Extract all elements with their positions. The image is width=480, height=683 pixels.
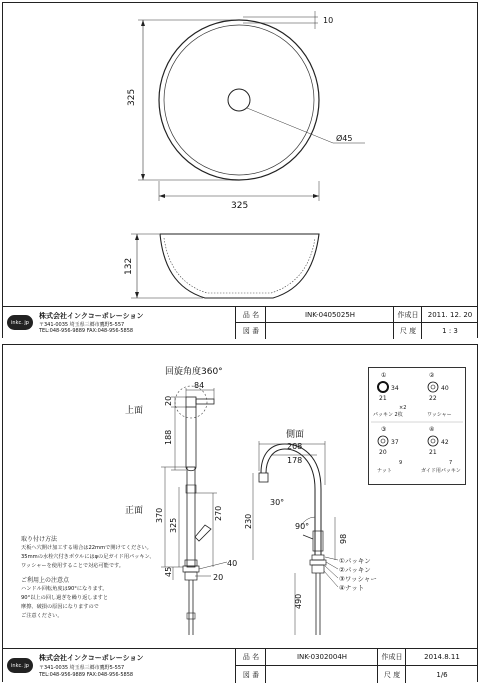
callout-nut: ④ナット (339, 584, 365, 592)
install-line-2: 35mmの水栓穴付きボウルにはφの足ガイド用パッキン、 (21, 554, 155, 560)
bowl-side-profile (160, 234, 319, 298)
dim-hole: Ø45 (336, 134, 353, 143)
scale-label: 尺 度 (377, 665, 406, 683)
product-name-value: INK-0405025H (265, 307, 394, 322)
dim-490: 490 (294, 593, 303, 609)
part-1-icon (378, 382, 388, 392)
part-4-dim-a: 42 (441, 439, 449, 446)
company-tel: TEL:048-956-9889 FAX:048-956-5858 (39, 328, 134, 334)
install-line-1: 天板へ穴開け加工する場合は22mmで開けてください。 (21, 545, 152, 551)
caution-line-2: 90°以上の回し過ぎを繰り返しますと (21, 595, 109, 601)
dim-270: 270 (214, 505, 223, 521)
part-2-dim-a: 40 (441, 385, 449, 392)
date-value: 2014.8.11 (405, 649, 478, 665)
drawing-no-label: 図 番 (235, 322, 266, 339)
dim-20-front: 20 (213, 573, 224, 582)
callout-washer: ③ワッシャー (339, 575, 377, 583)
dim-90-deg: 90° (295, 522, 310, 531)
bowl-inner-profile (164, 238, 315, 293)
part-1-qty: ×2 (399, 405, 407, 411)
dim-height-325: 325 (127, 88, 137, 106)
scale-value: 1 : 3 (421, 322, 478, 339)
product-name-label: 品 名 (235, 649, 266, 665)
company-logo: inkc. jp (7, 658, 33, 673)
caution-title: ご利用上の注意点 (21, 577, 70, 584)
part-4-icon (428, 436, 438, 446)
company-name: 株式会社インクコーポレーション (39, 654, 144, 662)
dim-188: 188 (164, 429, 173, 445)
part-2-dim-b: 22 (429, 395, 437, 402)
part-3-name: ナット (377, 468, 392, 474)
handle-lever (195, 525, 211, 541)
spout-top-view (186, 407, 196, 471)
company-logo: inkc. jp (7, 315, 33, 330)
caution-line-4: ご注意ください。 (21, 613, 63, 619)
product-name-label: 品 名 (235, 307, 266, 322)
part-1-dim-a: 34 (391, 385, 399, 392)
part-1-dim-b: 21 (379, 395, 387, 402)
drawing-sheet-faucet (2, 344, 478, 682)
dim-width-325: 325 (231, 201, 249, 211)
drawing-no-value (265, 322, 394, 339)
dim-208: 208 (287, 442, 303, 451)
part-1-no: ① (381, 372, 387, 379)
scale-value: 1/6 (405, 665, 478, 683)
rotation-label: 回旋角度360° (165, 367, 223, 377)
drain-hole (228, 89, 250, 111)
dim-98: 98 (339, 533, 348, 544)
part-2-name: ワッシャー (427, 412, 452, 418)
part-3-qty: 9 (399, 460, 403, 466)
dim-rim: 10 (323, 16, 334, 25)
callout-packing-1: ①パッキン (339, 557, 371, 565)
company-name: 株式会社インクコーポレーション (39, 312, 144, 320)
install-title: 取り付け方法 (21, 536, 58, 543)
company-address: 〒341-0035 埼玉県三郷市鷹野5-557 (39, 665, 125, 671)
company-address: 〒341-0035 埼玉県三郷市鷹野5-557 (39, 322, 125, 328)
drawing-no-value (265, 665, 378, 683)
view-side-label: 側面 (286, 430, 305, 440)
company-tel: TEL:048-956-9889 FAX:048-956-5858 (39, 672, 134, 678)
part-4-name: ガイド用パッキン (421, 468, 461, 474)
bowl-inner-rim (164, 25, 314, 175)
scale-label: 尺 度 (393, 322, 422, 339)
part-2-no: ② (429, 372, 435, 379)
dim-178: 178 (287, 456, 303, 465)
bowl-drawing (3, 3, 477, 337)
date-label: 作成日 (393, 307, 422, 322)
dim-20-top: 20 (164, 395, 173, 406)
part-2-icon (428, 382, 438, 392)
dim-84: 84 (194, 381, 205, 390)
dim-45: 45 (164, 566, 173, 577)
date-value: 2011. 12. 20 (421, 307, 478, 322)
part-3-dim-a: 37 (391, 439, 399, 446)
faucet-body-front (187, 467, 195, 567)
parts-legend (368, 367, 466, 485)
installation-notes (21, 535, 154, 621)
title-block (3, 306, 477, 338)
install-line-3: ワッシャーを使用することで対応可能です。 (21, 563, 124, 569)
view-front-label: 正面 (125, 506, 144, 516)
date-label: 作成日 (377, 649, 406, 665)
caution-line-1: ハンドル回転角度は90°になります。 (21, 586, 108, 592)
dim-370: 370 (155, 507, 164, 523)
callout-packing-2: ②パッキン (339, 566, 371, 574)
drawing-sheet-bowl (2, 2, 478, 338)
dim-230: 230 (244, 513, 253, 529)
part-4-dim-b: 21 (429, 449, 437, 456)
part-3-no: ③ (381, 426, 387, 433)
product-name-value: INK-0302004H (265, 649, 378, 665)
dim-40: 40 (227, 559, 238, 568)
dim-325-front: 325 (169, 517, 178, 533)
drawing-no-label: 図 番 (235, 665, 266, 683)
part-3-dim-b: 20 (379, 449, 387, 456)
view-top-label: 上面 (125, 406, 144, 416)
dim-30-deg: 30° (270, 498, 285, 507)
part-4-qty: 7 (449, 460, 453, 466)
title-block (3, 648, 477, 682)
part-3-icon (378, 436, 388, 446)
part-1-name: パッキン 2枚 (373, 412, 403, 418)
dim-depth-132: 132 (124, 257, 134, 275)
part-4-no: ④ (429, 426, 435, 433)
bowl-outer-rim (159, 20, 319, 180)
caution-line-3: 摩擦、破損の原因になりますので (21, 604, 99, 610)
